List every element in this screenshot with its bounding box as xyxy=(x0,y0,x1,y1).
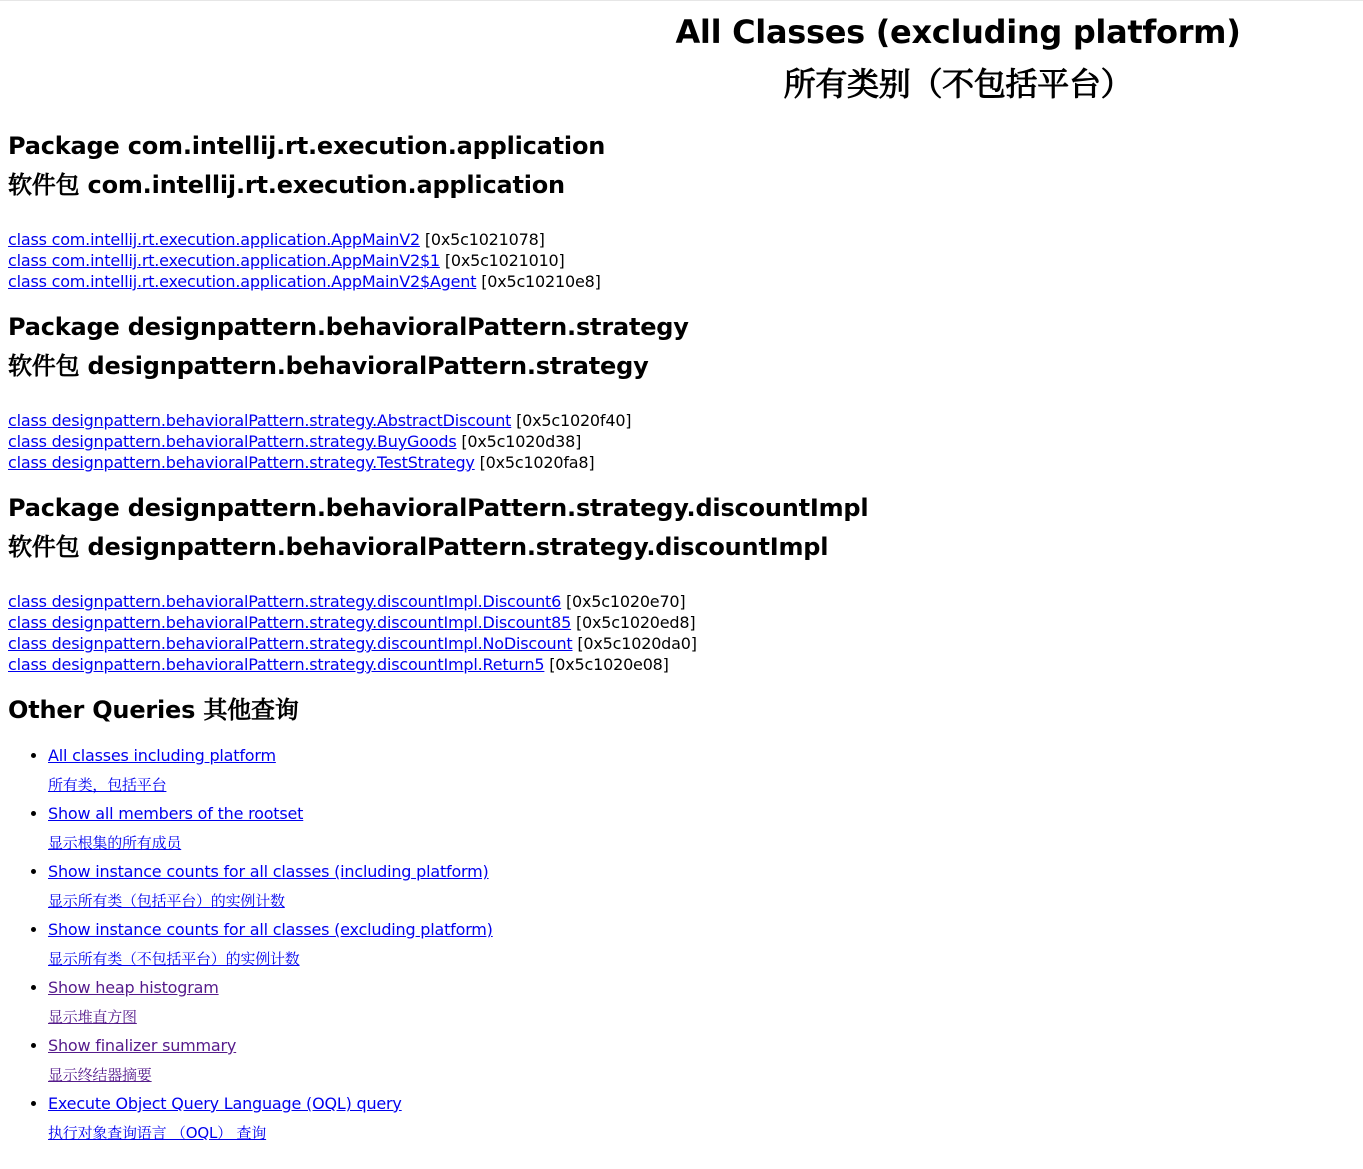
query-link-instance-counts-including-zh[interactable]: 显示所有类（包括平台）的实例计数 xyxy=(48,892,285,910)
query-link-oql[interactable]: Execute Object Query Language (OQL) query xyxy=(48,1094,402,1113)
class-link[interactable]: class com.intellij.rt.execution.application.AppMainV2$Agent xyxy=(8,272,477,291)
class-list xyxy=(8,229,601,292)
class-row xyxy=(8,410,631,431)
list-item xyxy=(48,1092,493,1150)
class-address: [0x5c1020e70] xyxy=(566,592,686,611)
package-title-zh: 软件包 designpattern.behavioralPattern.strategy xyxy=(8,352,649,380)
query-link-oql-zh[interactable]: 执行对象查询语言 （OQL） 查询 xyxy=(48,1124,267,1142)
top-border xyxy=(0,0,1363,1)
class-address: [0x5c1021078] xyxy=(424,230,545,249)
list-item xyxy=(48,918,493,976)
class-row xyxy=(8,633,697,654)
class-row xyxy=(8,229,601,250)
package-title-en: Package com.intellij.rt.execution.application xyxy=(8,132,606,160)
package-title-en: Package designpattern.behavioralPattern.strategy.discountImpl xyxy=(8,494,869,522)
page-title xyxy=(8,12,1363,116)
query-link-instance-counts-excluding[interactable]: Show instance counts for all classes (excluding platform) xyxy=(48,920,493,939)
query-link-rootset[interactable]: Show all members of the rootset xyxy=(48,804,304,823)
query-link-heap-histogram[interactable]: Show heap histogram xyxy=(48,978,219,997)
class-link[interactable]: class designpattern.behavioralPattern.strategy.discountImpl.Return5 xyxy=(8,655,545,674)
class-link[interactable]: class designpattern.behavioralPattern.strategy.AbstractDiscount xyxy=(8,411,512,430)
class-row xyxy=(8,271,601,292)
class-link[interactable]: class designpattern.behavioralPattern.strategy.discountImpl.Discount6 xyxy=(8,592,562,611)
package-heading xyxy=(8,131,605,200)
query-link-finalizer-summary[interactable]: Show finalizer summary xyxy=(48,1036,237,1055)
list-item xyxy=(48,860,493,918)
package-title-en: Package designpattern.behavioralPattern.strategy xyxy=(8,313,689,341)
class-link[interactable]: class designpattern.behavioralPattern.strategy.discountImpl.NoDiscount xyxy=(8,634,573,653)
class-address: [0x5c1020d38] xyxy=(461,432,582,451)
class-address: [0x5c1020da0] xyxy=(577,634,697,653)
query-link-all-classes[interactable]: All classes including platform xyxy=(48,746,276,765)
class-link[interactable]: class designpattern.behavioralPattern.strategy.TestStrategy xyxy=(8,453,475,472)
other-queries-title: Other Queries 其他查询 xyxy=(8,696,299,724)
query-link-rootset-zh[interactable]: 显示根集的所有成员 xyxy=(48,834,182,852)
class-link[interactable]: class designpattern.behavioralPattern.strategy.BuyGoods xyxy=(8,432,457,451)
page-title-zh: 所有类别（不包括平台） xyxy=(783,65,1133,103)
other-queries-list xyxy=(8,744,493,1150)
list-item xyxy=(48,802,493,860)
class-address: [0x5c1020e08] xyxy=(549,655,669,674)
class-list xyxy=(8,410,631,473)
class-row xyxy=(8,654,697,675)
class-address: [0x5c10210e8] xyxy=(481,272,601,291)
list-item xyxy=(48,744,493,802)
query-link-instance-counts-including[interactable]: Show instance counts for all classes (including platform) xyxy=(48,862,489,881)
class-link[interactable]: class com.intellij.rt.execution.application.AppMainV2 xyxy=(8,230,420,249)
class-address: [0x5c1020ed8] xyxy=(576,613,696,632)
class-row xyxy=(8,452,631,473)
list-item xyxy=(48,976,493,1034)
package-title-zh: 软件包 designpattern.behavioralPattern.strategy.discountImpl xyxy=(8,533,829,561)
class-address: [0x5c1020f40] xyxy=(516,411,632,430)
list-item xyxy=(48,1034,493,1092)
package-heading xyxy=(8,312,689,381)
class-address: [0x5c1021010] xyxy=(444,251,565,270)
page-title-en: All Classes (excluding platform) xyxy=(675,13,1241,51)
query-link-finalizer-summary-zh[interactable]: 显示终结器摘要 xyxy=(48,1066,152,1084)
query-link-heap-histogram-zh[interactable]: 显示堆直方图 xyxy=(48,1008,137,1026)
class-row xyxy=(8,431,631,452)
class-list xyxy=(8,591,697,675)
query-link-all-classes-zh[interactable]: 所有类，包括平台 xyxy=(48,776,167,794)
package-heading xyxy=(8,493,868,562)
query-link-instance-counts-excluding-zh[interactable]: 显示所有类（不包括平台）的实例计数 xyxy=(48,950,300,968)
class-row xyxy=(8,250,601,271)
class-address: [0x5c1020fa8] xyxy=(479,453,595,472)
class-row xyxy=(8,612,697,633)
package-title-zh: 软件包 com.intellij.rt.execution.application xyxy=(8,171,565,199)
class-link[interactable]: class com.intellij.rt.execution.application.AppMainV2$1 xyxy=(8,251,440,270)
class-link[interactable]: class designpattern.behavioralPattern.strategy.discountImpl.Discount85 xyxy=(8,613,572,632)
class-row xyxy=(8,591,697,612)
